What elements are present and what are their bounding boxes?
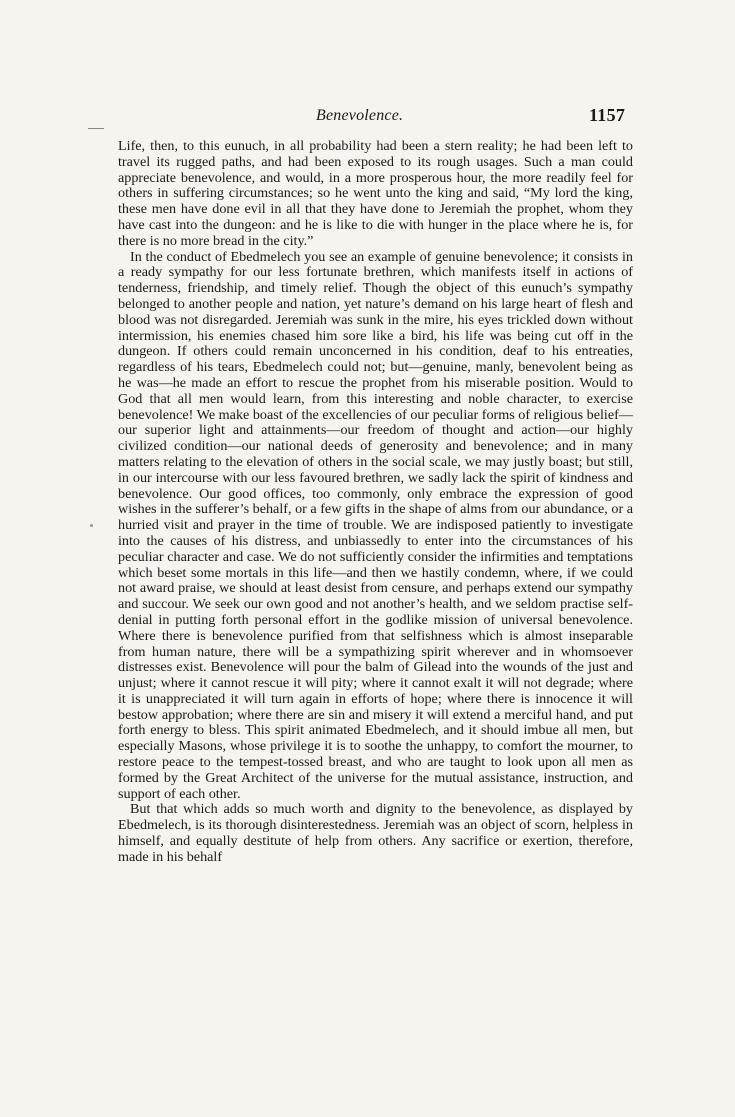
body-text <box>118 139 633 866</box>
running-title: Benevolence. <box>316 107 404 124</box>
page-number: 1157 <box>589 105 626 125</box>
paragraph-1: Life, then, to this eunuch, in all probability had been a stern reality; he had been left to travel its rugged paths, and had been exposed to its rough usages. Such a man could appreciate benevolence, and would, in a more prosperous hour, the more readily feel for others in suffering circumstances; so he went unto the king and said, “My lord the king, these men have done evil in all that they have done to Jeremiah the prophet, whom they have cast into the dungeon: and he is like to die with hunger in the place where he is, for there is no more bread in the city.” <box>118 138 633 249</box>
paragraph-3: But that which adds so much worth and dignity to the benevolence, as displayed by Ebedmelech, is its thorough disinterestedness. Jeremiah was an object of scorn, helpless in himself, and equally destitute of help from others. Any sacrifice or exertion, therefore, made in his behalf <box>118 801 633 865</box>
margin-mark <box>90 524 93 527</box>
header-rule <box>88 128 104 129</box>
running-head <box>0 104 735 128</box>
paragraph-2: In the conduct of Ebedmelech you see an example of genuine benevolence; it consists in a ready sympathy for our less fortunate brethren, which manifests itself in actions of tenderness, friendship, and timely relief. Though the object of this eunuch’s sympathy belonged to another people and nation, yet nature’s demand on his large heart of flesh and blood was not disregarded. Jeremiah was sunk in the mire, his eyes trickled down without intermission, his enemies chased him sore like a bird, his life was being cut off in the dungeon. If others could remain unconcerned in his condition, deaf to his entreaties, regardless of his tears, Ebedmelech could not; but—genuine, manly, benevolent being as he was—he made an effort to rescue the prophet from his miserable position. Would to God that all men would learn, from this interesting and noble character, to exercise benevolence! We make boast of the excellencies of our peculiar forms of religious belief—our superior light and attainments—our freedom of thought and action—our highly civilized condition—our national deeds of generosity and benevolence; and in many matters relating to the elevation of others in the social scale, we may justly boast; but still, in our intercourse with our less favoured brethren, we sadly lack the spirit of kindness and benevolence. Our good offices, too commonly, only embrace the expression of good wishes in the sufferer’s behalf, or a few gifts in the shape of alms from our abundance, or a hurried visit and prayer in the time of trouble. We are indisposed patiently to investigate into the causes of his distress, and unbiassedly to enter into the circumstances of his peculiar character and case. We do not sufficiently consider the infirmities and temptations which beset some mortals in this life—and then we hastily condemn, where, if we could not award praise, we should at least desist from censure, and perhaps extend our sympathy and succour. We seek our own good and not another’s health, and we seldom practise self-denial in putting forth personal effort in the godlike mission of universal benevolence. Where there is benevolence purified from that selfishness which is almost inseparable from human nature, there will be a sympathizing spirit wherever and in whomsoever distresses exist. Benevolence will pour the balm of Gilead into the wounds of the just and unjust; where it cannot rescue it will pity; where it cannot exalt it will not degrade; where it is unappreciated it will turn again in efforts of hope; where there is innocence it will bestow approbation; where there are sin and misery it will extend a merciful hand, and put forth energy to bless. This spirit animated Ebedmelech, and it should imbue all men, but especially Masons, whose privilege it is to soothe the unhappy, to comfort the mourner, to restore peace to the tempest-tossed breast, and who are taught to look upon all men as formed by the Great Architect of the universe for the mutual assistance, instruction, and support of each other. <box>118 248 633 802</box>
